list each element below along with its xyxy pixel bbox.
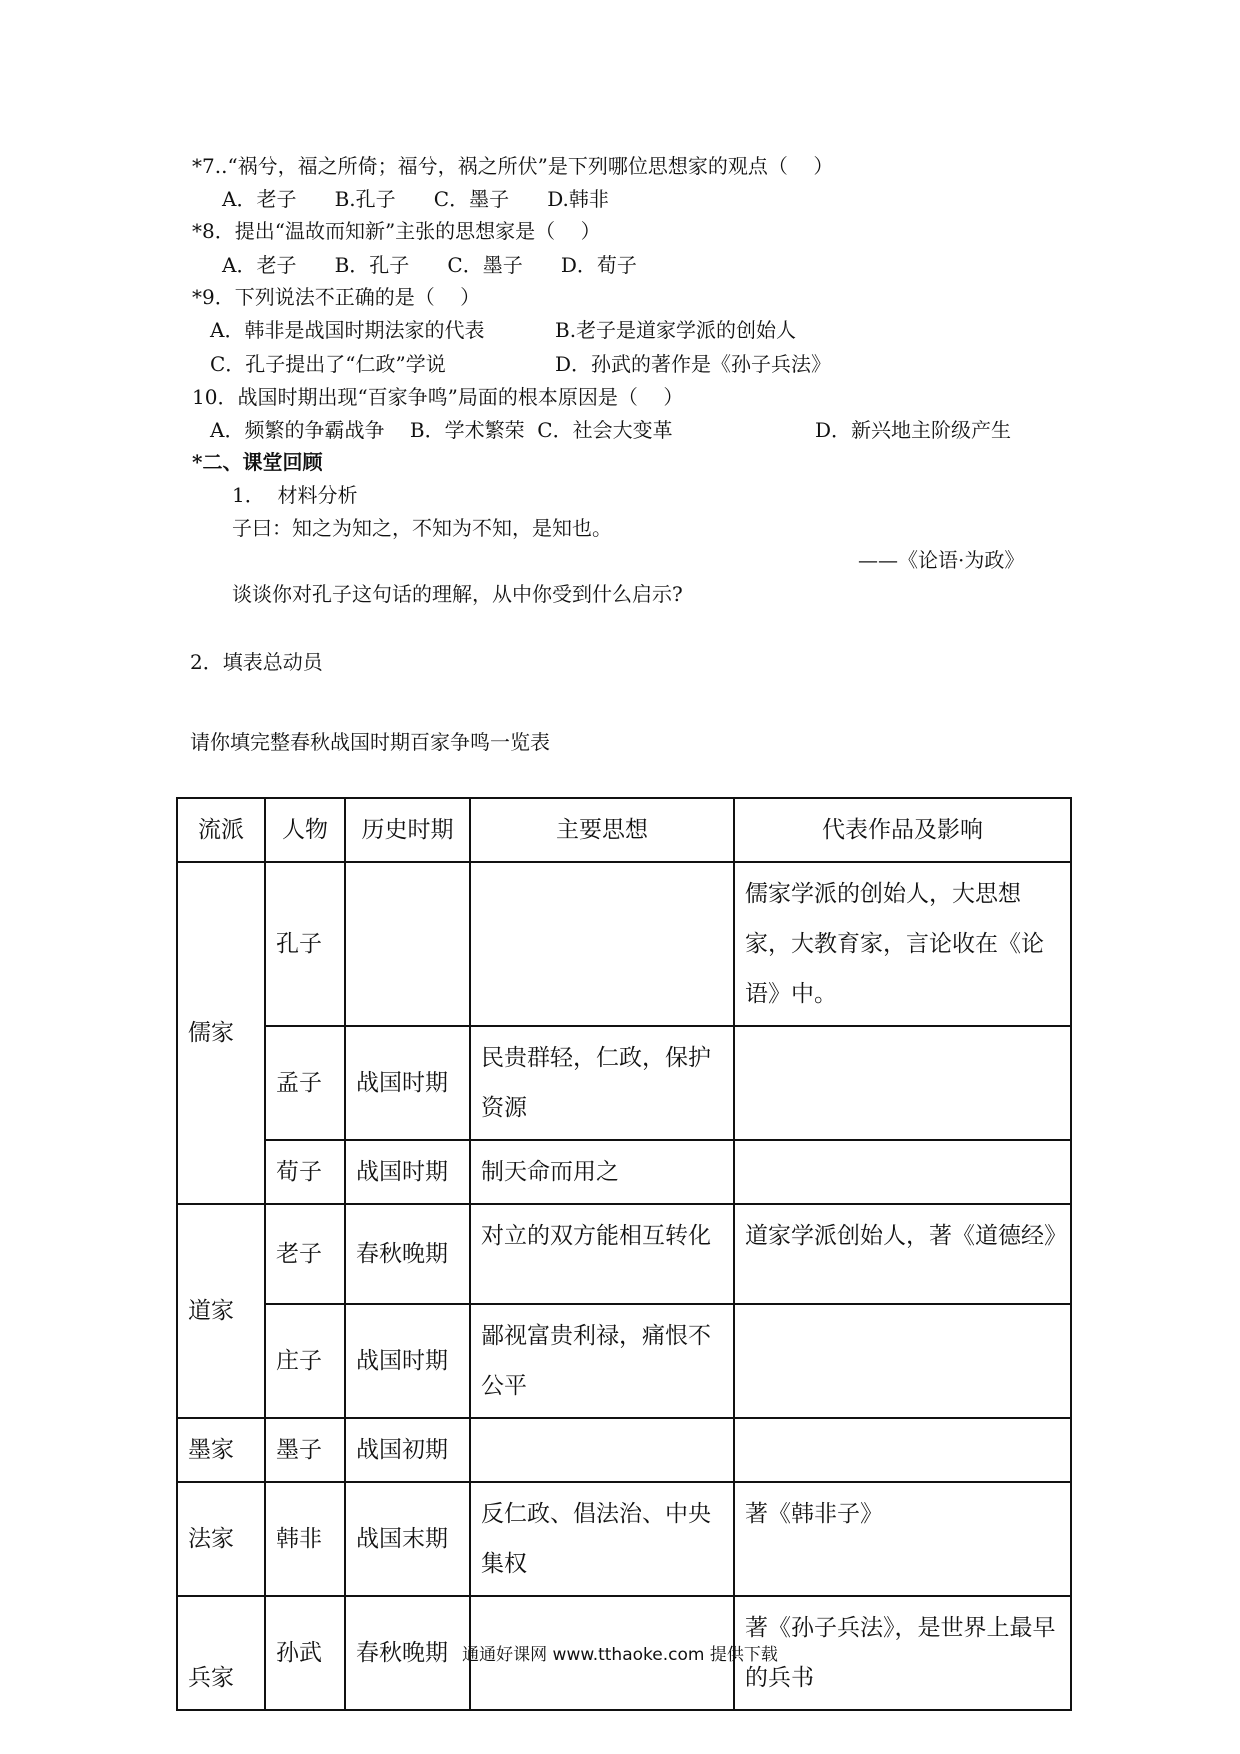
person-cell: 孔子: [265, 862, 345, 1026]
period-cell: 战国时期: [345, 1140, 470, 1204]
material-analysis-title: 1． 材料分析: [232, 483, 358, 507]
person-cell: 韩非: [265, 1482, 345, 1596]
header-work: 代表作品及影响: [734, 798, 1071, 862]
question-10-option-d: D．新兴地主阶级产生: [815, 418, 1012, 442]
question-9-option-a: A．韩非是战国时期法家的代表: [210, 318, 485, 342]
idea-cell: 反仁政、倡法治、中央集权: [470, 1482, 734, 1596]
discussion-prompt: 谈谈你对孔子这句话的理解，从中你受到什么启示?: [232, 582, 683, 606]
period-cell: 战国时期: [345, 1026, 470, 1140]
section-title: *二、课堂回顾: [192, 450, 323, 474]
table-row: [177, 1304, 1071, 1418]
page-footer: 通通好课网 www.tthaoke.com 提供下载: [462, 1645, 778, 1665]
header-period: 历史时期: [345, 798, 470, 862]
header-idea: 主要思想: [470, 798, 734, 862]
question-9: *9．下列说法不正确的是（ ）: [192, 285, 481, 309]
idea-cell: 鄙视富贵利禄，痛恨不公平: [470, 1304, 734, 1418]
idea-cell: [470, 862, 734, 1026]
person-cell: 老子: [265, 1204, 345, 1304]
question-9-option-b: B.老子是道家学派的创始人: [555, 318, 797, 342]
school-cell: 兵家: [177, 1596, 265, 1710]
work-cell: [734, 1026, 1071, 1140]
period-cell: 战国时期: [345, 1304, 470, 1418]
confucius-quote: 子曰：知之为知之，不知为不知，是知也。: [232, 516, 612, 540]
question-7: *7..“祸兮，福之所倚；福兮，祸之所伏”是下列哪位思想家的观点（ ）: [192, 154, 834, 178]
table-row: [177, 862, 1071, 1026]
hundred-schools-table: [176, 797, 1072, 1711]
idea-cell: 民贵群轻，仁政，保护资源: [470, 1026, 734, 1140]
work-cell: 著《韩非子》: [734, 1482, 1071, 1596]
header-person: 人物: [265, 798, 345, 862]
table-intro: 请你填完整春秋战国时期百家争鸣一览表: [190, 730, 550, 754]
school-cell: 墨家: [177, 1418, 265, 1482]
question-9-option-c: C．孔子提出了“仁政”学说: [210, 352, 446, 376]
quote-source: ——《论语·为政》: [858, 548, 1025, 572]
fill-table-title: 2．填表总动员: [190, 650, 323, 674]
person-cell: 孙武: [265, 1596, 345, 1710]
question-10: 10．战国时期出现“百家争鸣”局面的根本原因是（ ）: [192, 385, 684, 409]
person-cell: 墨子: [265, 1418, 345, 1482]
school-cell: 道家: [177, 1204, 265, 1418]
period-cell: 战国初期: [345, 1418, 470, 1482]
school-cell: 法家: [177, 1482, 265, 1596]
table-header-row: [177, 798, 1071, 862]
work-cell: [734, 1418, 1071, 1482]
question-8-options: A．老子 B．孔子 C．墨子 D．荀子: [222, 253, 637, 277]
person-cell: 荀子: [265, 1140, 345, 1204]
period-cell: [345, 862, 470, 1026]
table-row: [177, 1026, 1071, 1140]
work-cell: 道家学派创始人，著《道德经》: [734, 1204, 1071, 1304]
question-8: *8．提出“温故而知新”主张的思想家是（ ）: [192, 219, 601, 243]
idea-cell: 对立的双方能相互转化: [470, 1204, 734, 1304]
idea-cell: 制天命而用之: [470, 1140, 734, 1204]
table-row: [177, 1204, 1071, 1304]
person-cell: 庄子: [265, 1304, 345, 1418]
idea-cell: [470, 1418, 734, 1482]
work-cell: [734, 1140, 1071, 1204]
table-row: [177, 1140, 1071, 1204]
school-cell: 儒家: [177, 862, 265, 1204]
work-cell: [734, 1304, 1071, 1418]
question-10-options-abc: A．频繁的争霸战争 B．学术繁荣 C．社会大变革: [210, 418, 673, 442]
table-row: [177, 1418, 1071, 1482]
question-9-option-d: D．孙武的著作是《孙子兵法》: [555, 352, 832, 376]
period-cell: 战国末期: [345, 1482, 470, 1596]
header-school: 流派: [177, 798, 265, 862]
period-cell: 春秋晚期: [345, 1596, 470, 1710]
work-cell: 著《孙子兵法》，是世界上最早的兵书: [734, 1596, 1071, 1710]
person-cell: 孟子: [265, 1026, 345, 1140]
period-cell: 春秋晚期: [345, 1204, 470, 1304]
work-cell: 儒家学派的创始人，大思想家，大教育家，言论收在《论语》中。: [734, 862, 1071, 1026]
question-7-options: A．老子 B.孔子 C．墨子 D.韩非: [222, 187, 609, 211]
table-row: [177, 1482, 1071, 1596]
